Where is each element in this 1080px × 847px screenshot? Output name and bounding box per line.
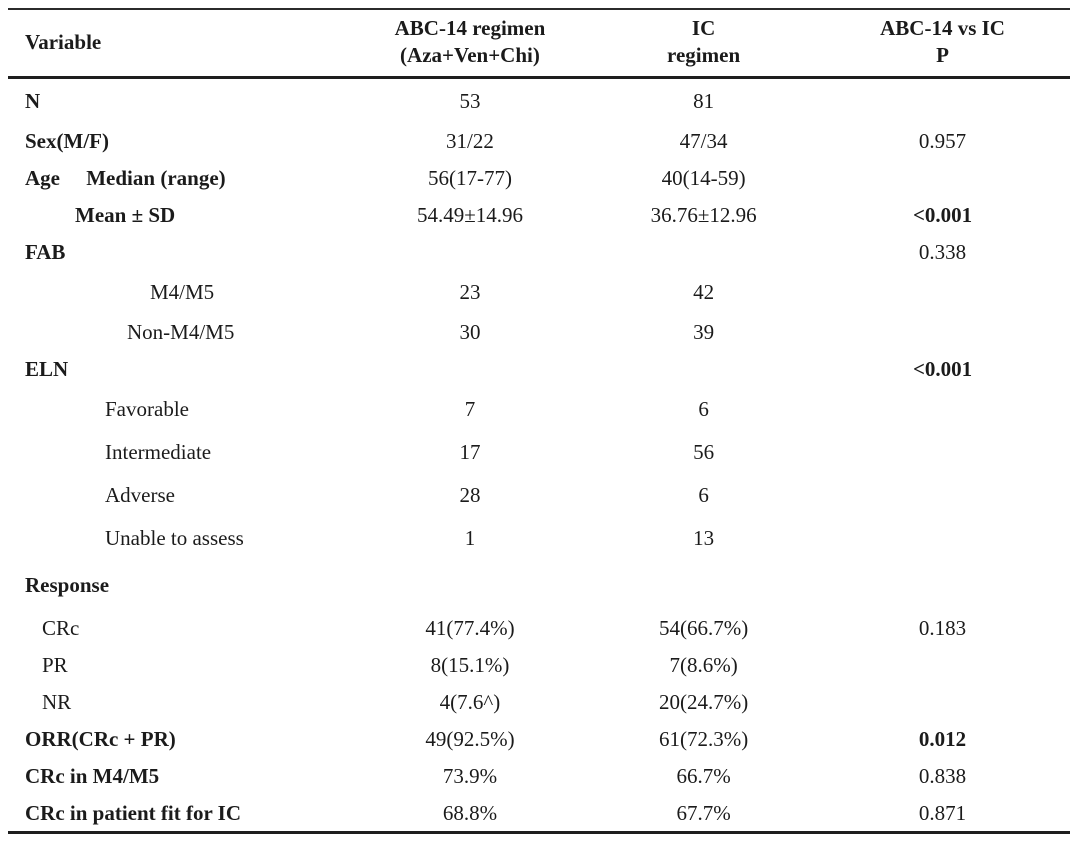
column-header-ic	[592, 9, 815, 78]
variable-cell: Unable to assess	[105, 526, 244, 551]
table-row	[8, 161, 1070, 198]
abc14-value-cell: 53	[459, 88, 481, 113]
p-value-cell: 0.838	[918, 764, 967, 789]
abc14-value-cell: 8(15.1%)	[430, 653, 510, 678]
abc14-value-cell: 7	[464, 397, 476, 422]
abc14-value-cell: 49(92.5%)	[425, 727, 515, 752]
ic-value-cell: 56	[693, 440, 715, 465]
variable-cell: Sex(M/F)	[25, 129, 109, 154]
abc14-value-cell: 17	[459, 440, 481, 465]
table-row	[8, 235, 1070, 272]
table-header	[8, 9, 1070, 78]
ic-value-cell: 40(14-59)	[661, 166, 746, 191]
abc14-value-cell: 4(7.6^)	[439, 690, 501, 715]
column-header-abc14	[348, 9, 592, 78]
p-value-cell	[815, 389, 1070, 432]
variable-cell: Non-M4/M5	[127, 320, 235, 345]
p-value-cell	[815, 315, 1070, 352]
table-row	[8, 272, 1070, 315]
table-row	[8, 561, 1070, 611]
table-row	[8, 124, 1070, 161]
ic-value-cell	[592, 235, 815, 272]
ic-value-cell: 81	[693, 88, 715, 113]
ic-value-cell: 13	[693, 526, 715, 551]
table-row	[8, 722, 1070, 759]
ic-value-cell: 47/34	[679, 129, 728, 154]
table-body	[8, 78, 1070, 833]
table-row	[8, 432, 1070, 475]
variable-cell: ELN	[25, 357, 69, 382]
variable-cell: NR	[42, 690, 72, 715]
p-value-cell	[815, 161, 1070, 198]
ic-value-cell: 20(24.7%)	[658, 690, 749, 715]
variable-cell: M4/M5	[150, 280, 215, 305]
abc14-value-cell: 54.49±14.96	[416, 203, 523, 228]
variable-cell: Adverse	[105, 483, 175, 508]
ic-value-cell: 6	[698, 483, 709, 508]
p-value-cell	[815, 475, 1070, 518]
p-value-cell	[815, 685, 1070, 722]
column-header-ic-line1: IC	[691, 16, 716, 40]
table-row	[8, 198, 1070, 235]
p-value-cell: <0.001	[912, 203, 973, 228]
ic-value-cell: 36.76±12.96	[650, 203, 757, 228]
variable-cell: CRc in patient fit for IC	[8, 796, 348, 833]
variable-cell: PR	[42, 653, 68, 678]
table-row	[8, 796, 1070, 833]
ic-value-cell: 6	[698, 397, 709, 422]
ic-value-cell: 54(66.7%)	[658, 616, 749, 641]
ic-value-cell	[592, 352, 815, 389]
ic-value-cell: 39	[693, 320, 715, 345]
p-value-cell: 0.338	[918, 240, 967, 265]
table-row	[8, 389, 1070, 432]
column-header-p	[815, 9, 1070, 78]
variable-cell: CRc	[42, 616, 80, 641]
abc14-value-cell: 31/22	[446, 129, 494, 154]
p-value-cell	[815, 518, 1070, 561]
variable-cell: CRc in M4/M5	[25, 764, 160, 789]
table-row	[8, 78, 1070, 124]
column-header-variable	[8, 9, 348, 78]
p-value-cell: 0.012	[918, 727, 967, 752]
abc14-value-cell: 41(77.4%)	[425, 616, 515, 641]
column-header-variable-label: Variable	[25, 29, 102, 54]
table-row	[8, 518, 1070, 561]
abc14-value-cell: 68.8%	[348, 796, 592, 833]
abc14-value-cell: 56(17-77)	[427, 166, 512, 191]
p-value-cell	[815, 432, 1070, 475]
abc14-value-cell: 1	[464, 526, 476, 551]
abc14-value-cell: 23	[459, 280, 481, 305]
p-value-cell: 0.871	[815, 796, 1070, 833]
table-row	[8, 611, 1070, 648]
p-value-cell: 0.183	[918, 616, 967, 641]
abc14-value-cell: 30	[459, 320, 481, 345]
table-row	[8, 685, 1070, 722]
abc14-value-cell: 73.9%	[442, 764, 498, 789]
column-header-ic-line2: regimen	[667, 43, 741, 67]
regimen-comparison-table	[8, 8, 1070, 834]
p-value-cell	[815, 78, 1070, 124]
table-row	[8, 759, 1070, 796]
abc14-value-cell: 28	[459, 483, 481, 508]
variable-cell: Mean ± SD	[75, 203, 176, 228]
p-value-cell	[815, 648, 1070, 685]
ic-value-cell: 66.7%	[676, 764, 731, 789]
abc14-value-cell	[348, 561, 592, 611]
table-row	[8, 315, 1070, 352]
table-row	[8, 475, 1070, 518]
p-value-cell: <0.001	[912, 357, 973, 382]
p-value-cell: 0.957	[918, 129, 967, 154]
variable-cell: Response	[25, 572, 110, 597]
abc14-value-cell	[348, 235, 592, 272]
ic-value-cell: 42	[693, 280, 715, 305]
variable-cell: N	[25, 88, 41, 113]
column-header-abc14-line2: (Aza+Ven+Chi)	[400, 43, 540, 67]
header-row	[8, 9, 1070, 78]
variable-cell: Favorable	[105, 397, 189, 422]
ic-value-cell: 61(72.3%)	[658, 727, 749, 752]
ic-value-cell: 67.7%	[592, 796, 815, 833]
table-row	[8, 352, 1070, 389]
variable-cell: Age Median (range)	[25, 166, 226, 191]
column-header-abc14-line1: ABC-14 regimen	[394, 16, 546, 40]
variable-cell: FAB	[25, 240, 66, 265]
ic-value-cell	[592, 561, 815, 611]
p-value-cell	[815, 561, 1070, 611]
abc14-value-cell	[348, 352, 592, 389]
ic-value-cell: 7(8.6%)	[669, 653, 738, 678]
column-header-p-line2: P	[936, 43, 949, 67]
variable-cell: Intermediate	[105, 440, 212, 465]
variable-cell: ORR(CRc + PR)	[25, 727, 176, 752]
table-row	[8, 648, 1070, 685]
column-header-p-line1: ABC-14 vs IC	[880, 16, 1005, 40]
p-value-cell	[815, 272, 1070, 315]
